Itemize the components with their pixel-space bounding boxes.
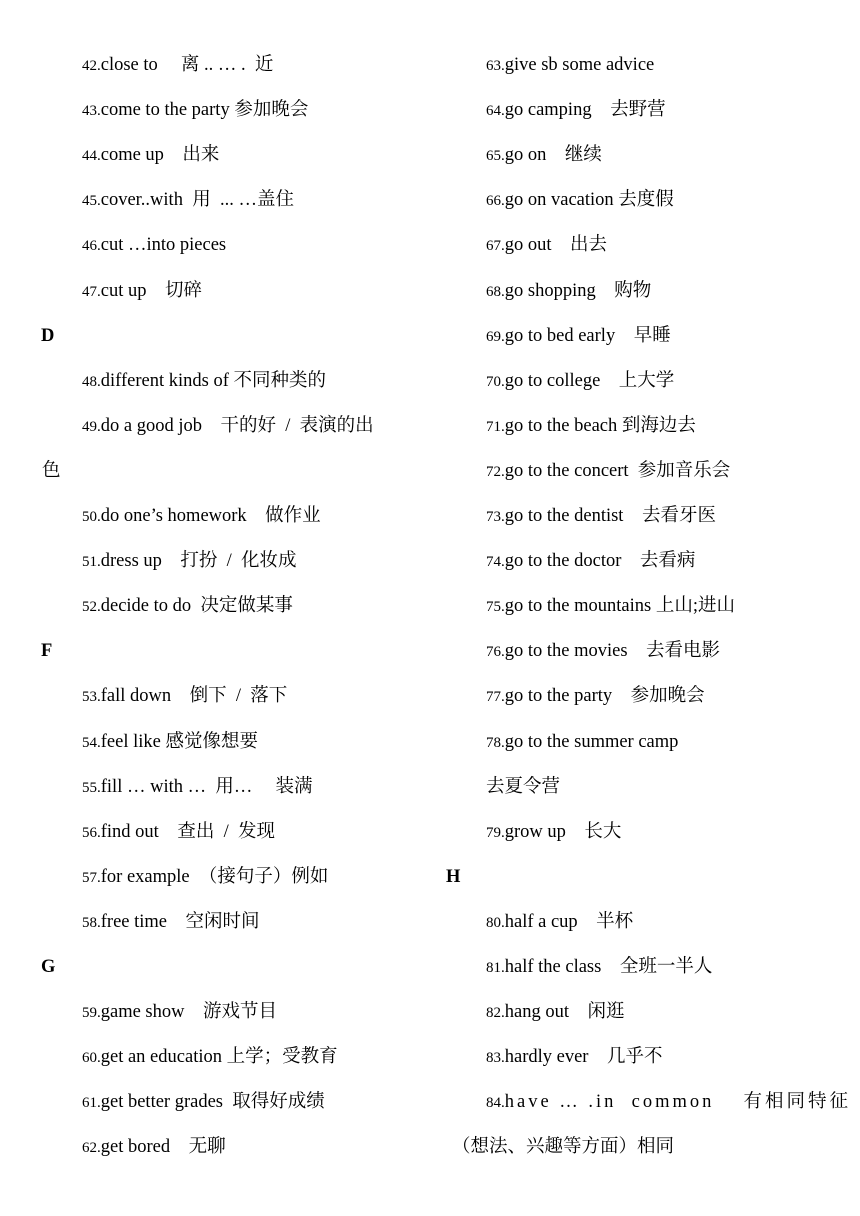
entry-text: half the class 全班一半人 (504, 957, 713, 977)
entry-number: 76. (486, 644, 505, 660)
entry-number: 62. (82, 1140, 101, 1156)
entry-text: go to the movies 去看电影 (504, 641, 721, 661)
entry-number: 79. (486, 825, 505, 841)
entry-text: have … .in common 有相同特征 (504, 1092, 852, 1112)
phrase-entry (486, 325, 671, 348)
entry-text: go to the concert 参加音乐会 (504, 461, 731, 481)
entry-continuation: 色 (42, 461, 61, 481)
section-heading: H (446, 867, 461, 887)
entry-text: go to college 上大学 (504, 371, 675, 391)
entry-continuation: 去夏令营 (486, 777, 561, 797)
phrase-entry (486, 911, 633, 934)
phrase-entry (486, 99, 666, 122)
phrase-entry (486, 685, 705, 708)
entry-number: 47. (82, 284, 101, 300)
phrase-entry (486, 505, 716, 528)
entry-number: 66. (486, 193, 505, 209)
section-heading: G (41, 957, 56, 977)
entry-text: give sb some advice (504, 55, 655, 75)
entry-text: fall down 倒下 / 落下 (100, 686, 288, 706)
entry-text: dress up 打扮 / 化妆成 (100, 551, 297, 571)
entry-number: 43. (82, 103, 101, 119)
entry-number: 58. (82, 915, 101, 931)
entry-number: 72. (486, 464, 505, 480)
entry-text: fill … with … 用… 装满 (100, 777, 313, 797)
phrase-entry (486, 731, 678, 754)
entry-number: 61. (82, 1095, 101, 1111)
phrase-entry (486, 370, 674, 393)
entry-number: 82. (486, 1005, 505, 1021)
entry-number: 73. (486, 509, 505, 525)
entry-text: for example （接句子）例如 (100, 867, 329, 887)
phrase-entry (486, 234, 607, 257)
entry-number: 83. (486, 1050, 505, 1066)
section-heading: D (41, 326, 55, 346)
entry-text: go to the doctor 去看病 (504, 551, 696, 571)
entry-text: different kinds of 不同种类的 (100, 371, 326, 391)
phrase-entry (486, 189, 674, 212)
entry-number: 78. (486, 735, 505, 751)
phrase-entry (486, 415, 696, 438)
entry-text: cut …into pieces (100, 235, 227, 255)
entry-number: 77. (486, 689, 505, 705)
entry-number: 57. (82, 870, 101, 886)
entry-text: hardly ever 几乎不 (504, 1047, 663, 1067)
entry-number: 50. (82, 509, 101, 525)
phrase-entry (486, 1001, 624, 1024)
entry-text: go shopping 购物 (504, 281, 652, 301)
entry-number: 75. (486, 599, 505, 615)
phrase-entry (486, 595, 735, 618)
entry-text: do one’s homework 做作业 (100, 506, 321, 526)
entry-number: 52. (82, 599, 101, 615)
entry-number: 63. (486, 58, 505, 74)
entry-number: 69. (486, 329, 505, 345)
phrase-entry (486, 460, 730, 483)
phrase-entry (486, 280, 651, 303)
entry-text: go to the summer camp (504, 732, 679, 752)
entry-text: cover..with 用 ... …盖住 (100, 190, 294, 210)
entry-text: get better grades 取得好成绩 (100, 1092, 325, 1112)
entry-text: grow up 长大 (504, 822, 622, 842)
entry-number: 42. (82, 58, 101, 74)
phrase-entry (486, 550, 695, 573)
entry-text: go to the mountains 上山;进山 (504, 596, 735, 616)
entry-text: do a good job 干的好 / 表演的出 (100, 416, 374, 436)
entry-continuation: （想法、兴趣等方面）相同 (452, 1137, 675, 1157)
phrase-entry (486, 1091, 851, 1114)
entry-number: 46. (82, 238, 101, 254)
entry-number: 70. (486, 374, 505, 390)
entry-text: half a cup 半杯 (504, 912, 634, 932)
entry-text: go to bed early 早睡 (504, 326, 671, 346)
phrase-entry (486, 956, 712, 979)
entry-number: 44. (82, 148, 101, 164)
phrase-entry (486, 54, 654, 77)
entry-number: 65. (486, 148, 505, 164)
entry-text: go out 出去 (504, 235, 608, 255)
entry-text: go to the beach 到海边去 (504, 416, 696, 436)
entry-text: go to the party 参加晚会 (504, 686, 705, 706)
entry-number: 80. (486, 915, 505, 931)
entry-number: 64. (486, 103, 505, 119)
entry-text: go on 继续 (504, 145, 602, 165)
entry-text: come to the party 参加晚会 (100, 100, 309, 120)
entry-text: game show 游戏节目 (100, 1002, 277, 1022)
phrase-entry (486, 640, 720, 663)
entry-number: 54. (82, 735, 101, 751)
entry-text: decide to do 决定做某事 (100, 596, 293, 616)
phrase-entry (486, 1046, 662, 1069)
entry-number: 53. (82, 689, 101, 705)
entry-text: get bored 无聊 (100, 1137, 226, 1157)
entry-number: 67. (486, 238, 505, 254)
entry-text: get an education 上学；受教育 (100, 1047, 338, 1067)
entry-text: go camping 去野营 (504, 100, 666, 120)
entry-text: free time 空闲时间 (100, 912, 260, 932)
entry-number: 81. (486, 960, 505, 976)
phrase-entry (486, 144, 602, 167)
entry-number: 74. (486, 554, 505, 570)
entry-text: hang out 闲逛 (504, 1002, 625, 1022)
entry-text: go on vacation 去度假 (504, 190, 674, 210)
entry-number: 48. (82, 374, 101, 390)
entry-text: come up 出来 (100, 145, 220, 165)
entry-number: 45. (82, 193, 101, 209)
entry-number: 71. (486, 419, 505, 435)
phrase-entry (486, 821, 621, 844)
entry-number: 55. (82, 780, 101, 796)
entry-text: feel like 感觉像想要 (100, 732, 258, 752)
section-heading: F (41, 641, 53, 661)
entry-text: find out 查出 / 发现 (100, 822, 275, 842)
entry-number: 51. (82, 554, 101, 570)
entry-text: go to the dentist 去看牙医 (504, 506, 716, 526)
entry-number: 56. (82, 825, 101, 841)
entry-text: cut up 切碎 (100, 281, 202, 301)
entry-number: 60. (82, 1050, 101, 1066)
entry-number: 59. (82, 1005, 101, 1021)
entry-number: 49. (82, 419, 101, 435)
entry-text: close to 离 .. … . 近 (100, 55, 274, 75)
entry-number: 68. (486, 284, 505, 300)
entry-number: 84. (486, 1095, 505, 1111)
